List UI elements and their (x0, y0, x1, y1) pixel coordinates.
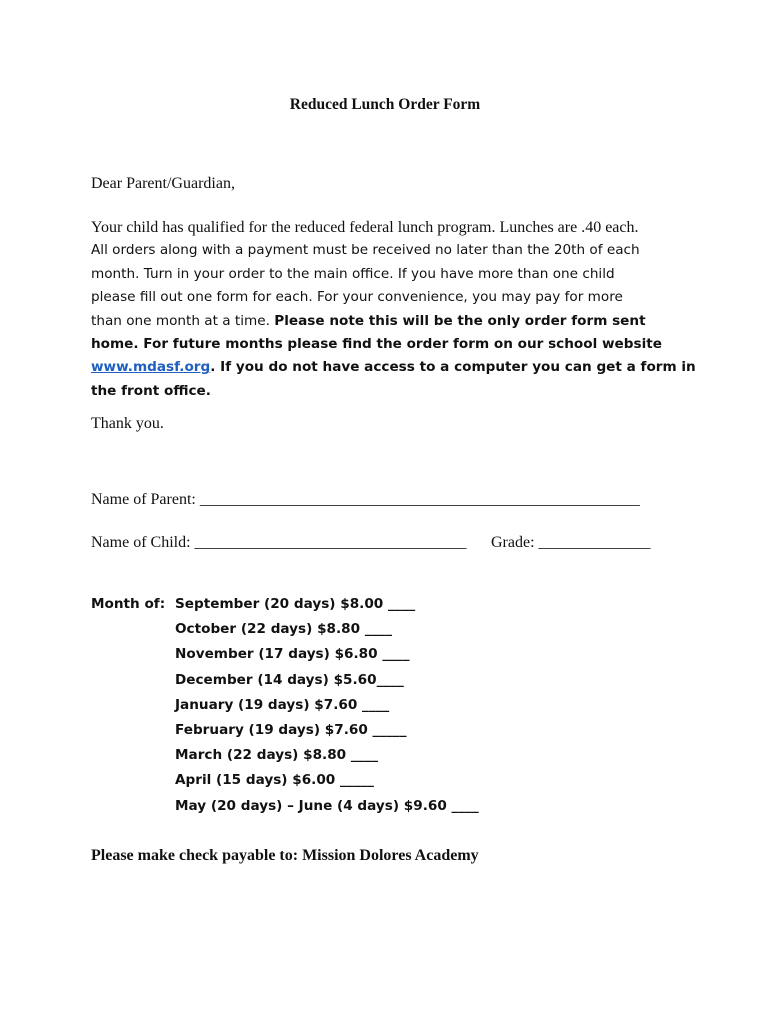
notice-line: the front office. (91, 382, 211, 399)
notice-text: Please note this will be the only order form sent (274, 312, 646, 329)
month-row (91, 668, 479, 693)
payment-instructions: Please make check payable to: Mission Dolores Academy (91, 847, 479, 864)
body-paragraph (91, 216, 696, 403)
months-list (91, 592, 479, 819)
month-row (91, 693, 479, 718)
month-row (91, 592, 479, 617)
month-option[interactable]: March (22 days) $8.80 ____ (175, 747, 379, 764)
notice-line (91, 356, 696, 379)
body-line: All orders along with a payment must be received no later than the 20th of each (91, 242, 640, 259)
month-option[interactable]: February (19 days) $7.60 _____ (175, 721, 407, 738)
month-option[interactable]: September (20 days) $8.00 ____ (175, 596, 416, 612)
body-line (91, 310, 696, 333)
notice-line: home. For future months please find the order form on our school website (91, 335, 662, 352)
months-label: Month of: (91, 596, 166, 612)
notice-text: . If you do not have access to a computer you can get a form in (210, 359, 696, 376)
page-title: Reduced Lunch Order Form (289, 96, 481, 113)
body-line: month. Turn in your order to the main office. If you have more than one child (91, 265, 615, 282)
month-option[interactable]: November (17 days) $6.80 ____ (175, 646, 410, 663)
body-text: than one month at a time. (91, 312, 275, 329)
month-row (91, 642, 479, 667)
parent-name-field[interactable]: Name of Parent: _______________________________________________________ (91, 491, 640, 508)
month-row (91, 794, 479, 819)
month-option[interactable]: April (15 days) $6.00 _____ (175, 772, 374, 789)
child-name-field[interactable]: Name of Child: __________________________________ (91, 534, 467, 551)
month-row (91, 743, 479, 768)
closing: Thank you. (91, 415, 164, 432)
body-line: Your child has qualified for the reduced federal lunch program. Lunches are .40 each. (91, 219, 639, 236)
grade-field[interactable]: Grade: ______________ (491, 534, 651, 551)
month-option[interactable]: May (20 days) – June (4 days) $9.60 ____ (175, 797, 479, 814)
month-row (91, 718, 479, 743)
body-line: please fill out one form for each. For your convenience, you may pay for more (91, 289, 623, 306)
month-option[interactable]: January (19 days) $7.60 ____ (175, 696, 390, 713)
website-link[interactable]: www.mdasf.org (91, 359, 211, 376)
month-option[interactable]: December (14 days) $5.60____ (175, 671, 404, 688)
salutation: Dear Parent/Guardian, (91, 175, 235, 192)
month-row (91, 617, 479, 642)
month-row (91, 768, 479, 793)
month-option[interactable]: October (22 days) $8.80 ____ (175, 621, 393, 638)
